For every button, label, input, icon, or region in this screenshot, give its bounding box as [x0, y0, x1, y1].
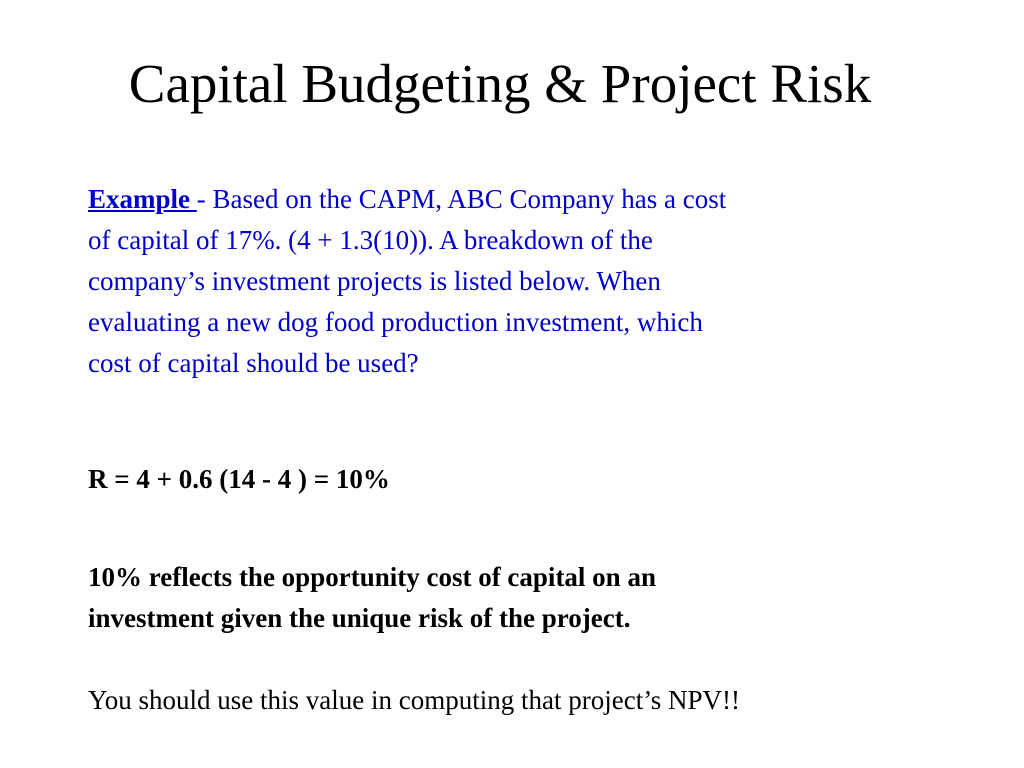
example-line-1: Based on the CAPM, ABC Company has a cost	[212, 184, 727, 214]
example-line-3: company’s investment projects is listed below. When	[88, 266, 661, 296]
example-label: Example	[88, 184, 197, 214]
reflects-paragraph	[88, 557, 955, 639]
reflects-line-1: 10% reflects the opportunity cost of capital on an	[88, 562, 656, 592]
example-separator: -	[196, 184, 213, 214]
example-line-5: cost of capital should be used?	[88, 348, 419, 378]
reflects-line-2: investment given the unique risk of the project.	[88, 603, 631, 633]
example-line-4: evaluating a new dog food production investment, which	[88, 307, 703, 337]
slide-title: Capital Budgeting & Project Risk	[128, 53, 872, 114]
example-line-2: of capital of 17%. (4 + 1.3(10)). A breakdown of the	[88, 225, 653, 255]
capm-formula: R = 4 + 0.6 (14 - 4 ) = 10%	[88, 464, 390, 494]
npv-note: You should use this value in computing that project’s NPV!!	[88, 685, 740, 715]
example-paragraph	[88, 179, 955, 384]
